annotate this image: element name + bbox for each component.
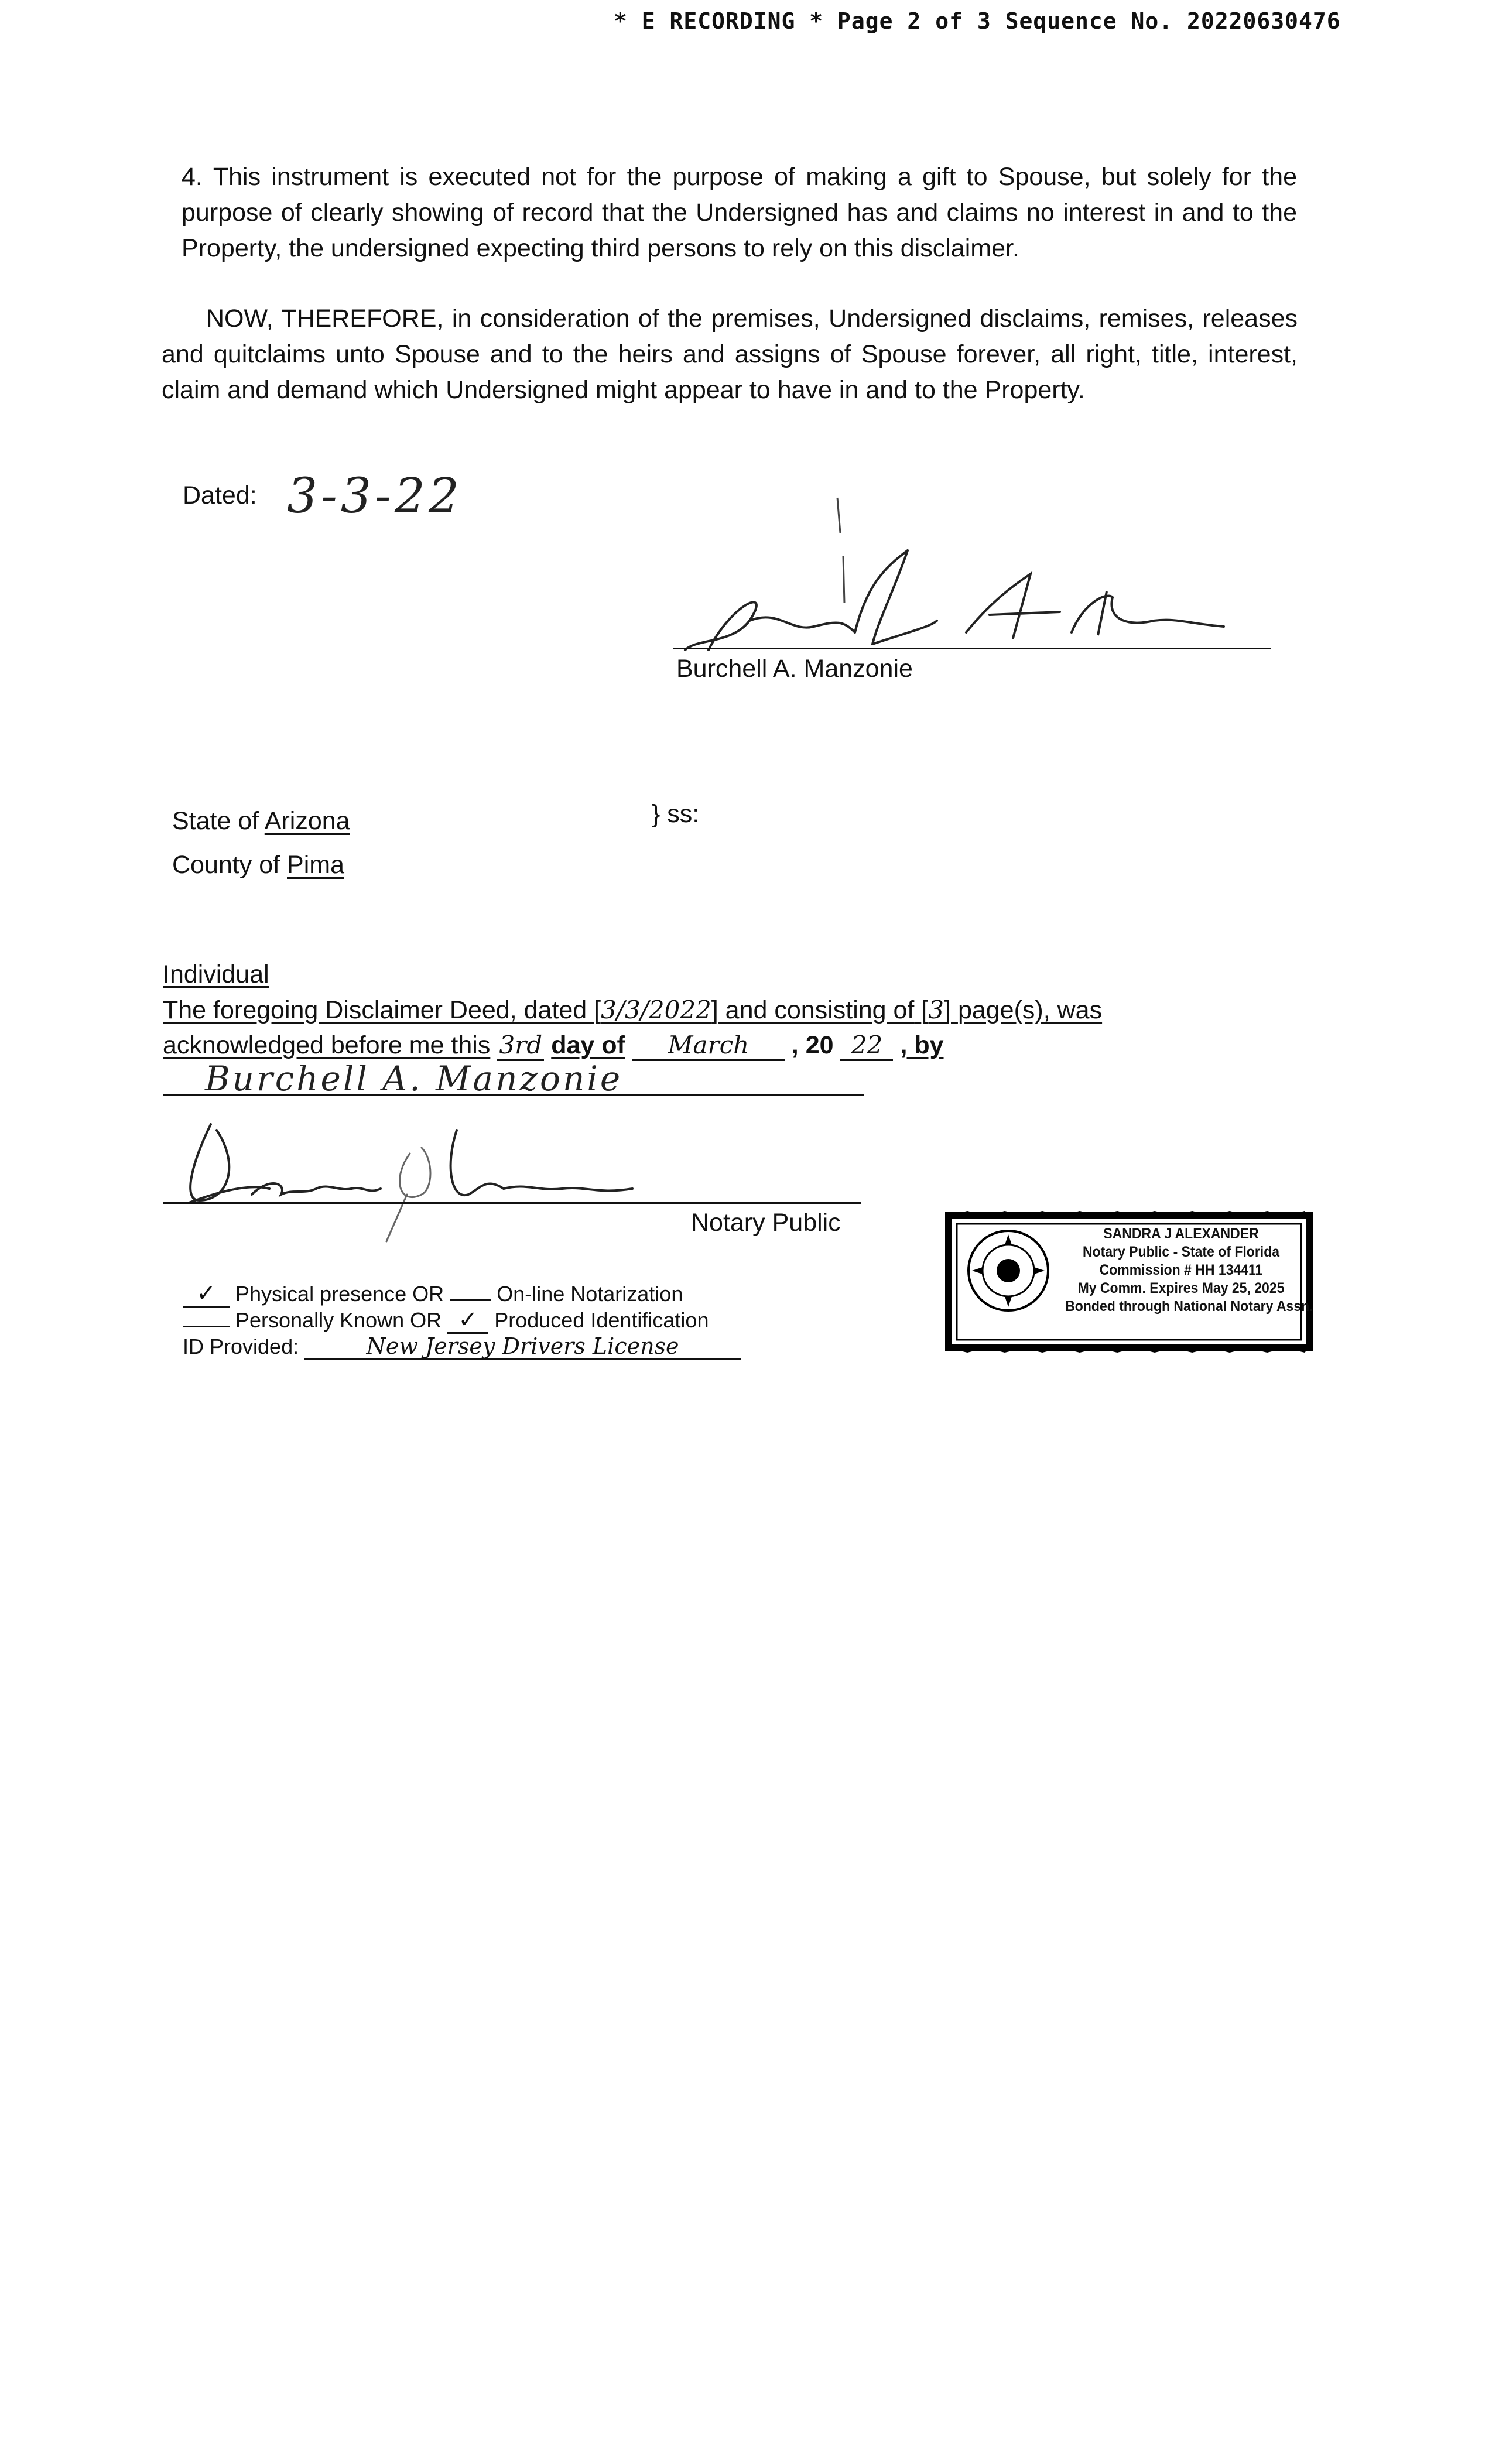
ack1-text-c: page(s), was xyxy=(957,996,1103,1024)
acknowledgment-line-1: The foregoing Disclaimer Deed, dated [3/3/2022] and consisting of [3] page(s), was xyxy=(163,995,1103,1024)
presence-row-2 xyxy=(183,1308,741,1334)
notary-seal-stamp xyxy=(944,1211,1314,1353)
dated-value-handwritten: 3-3-22 xyxy=(287,468,463,524)
signer-name-handwritten: Burchell A. Manzonie xyxy=(205,1059,623,1098)
state-value: Arizona xyxy=(264,807,350,835)
paragraph-4-text: This instrument is executed not for the purpose of making a gift to Spouse, but solely for the purpose of clearly showing of record that the Undersigned has and claims no interest in and to the Property, the undersigned expecting third persons to rely on this disclaimer. xyxy=(182,163,1297,262)
paragraph-4 xyxy=(182,159,1297,266)
seal-line-2: Notary Public - State of Florida xyxy=(1082,1244,1280,1260)
produced-id-checkbox[interactable]: ✓ xyxy=(447,1308,488,1334)
grantor-name: Burchell A. Manzonie xyxy=(676,655,913,683)
ack-year: 22 xyxy=(840,1031,893,1061)
county-prefix: County of xyxy=(172,851,280,879)
ack-deed-date: 3/3/2022 xyxy=(601,995,711,1024)
state-prefix: State of xyxy=(172,807,259,835)
ack1-text-a: The foregoing Disclaimer Deed, dated xyxy=(163,996,587,1024)
notary-signature-line xyxy=(163,1202,861,1204)
seal-line-4: My Comm. Expires May 25, 2025 xyxy=(1077,1280,1285,1296)
signer-name-line xyxy=(163,1094,864,1096)
notary-public-label: Notary Public xyxy=(691,1209,841,1237)
seal-text xyxy=(1065,1225,1313,1316)
paragraph-now-therefore: NOW, THEREFORE, in consideration of the premises, Undersigned disclaims, remises, releases and quitclaims unto Spouse and to the heirs and assigns of Spouse forever, all right, title, interest, claim and demand which Undersigned might appear to have in and to the Property. xyxy=(162,304,1298,404)
acknowledgment-line-2 xyxy=(163,1031,944,1061)
ack2-text-c: , 20 xyxy=(791,1031,834,1059)
physical-presence-label: Physical presence OR xyxy=(235,1282,444,1306)
grantor-signature-line xyxy=(673,648,1271,649)
notary-signature xyxy=(176,1107,656,1247)
acknowledgment-heading: Individual xyxy=(163,960,269,988)
seal-line-5: Bonded through National Notary Assn. xyxy=(1065,1298,1313,1315)
physical-presence-checkbox[interactable]: ✓ xyxy=(183,1281,230,1308)
venue-county xyxy=(172,851,344,879)
seal-name: SANDRA J ALEXANDER xyxy=(1103,1226,1259,1242)
ack1-text-b: and consisting of xyxy=(725,996,915,1024)
online-notarization-label: On-line Notarization xyxy=(497,1282,683,1306)
county-value: Pima xyxy=(287,851,344,879)
ack2-text-d: , by xyxy=(900,1031,944,1059)
ack-day: 3rd xyxy=(497,1031,544,1061)
recording-header: * E RECORDING * Page 2 of 3 Sequence No. 20220630476 xyxy=(614,8,1341,34)
produced-id-label: Produced Identification xyxy=(494,1308,709,1332)
grantor-signature xyxy=(662,486,1294,656)
presence-row-3 xyxy=(183,1334,741,1360)
ack-month: March xyxy=(632,1031,785,1061)
personally-known-label: Personally Known OR xyxy=(235,1308,442,1332)
dated-label: Dated: xyxy=(183,481,257,509)
personally-known-checkbox[interactable] xyxy=(183,1326,230,1327)
venue-ss: } ss: xyxy=(652,800,700,828)
ack-page-count: 3 xyxy=(928,995,944,1024)
venue-state xyxy=(172,807,350,836)
paragraph-number: 4. xyxy=(182,163,203,191)
presence-row-1 xyxy=(183,1281,741,1308)
id-provided-label: ID Provided: xyxy=(183,1334,299,1358)
online-notarization-checkbox[interactable] xyxy=(450,1299,491,1301)
id-provided-value: New Jersey Drivers License xyxy=(304,1334,741,1360)
ack2-text-a: acknowledged before me this xyxy=(163,1031,491,1059)
seal-line-3: Commission # HH 134411 xyxy=(1099,1262,1263,1278)
presence-block xyxy=(183,1281,741,1360)
ack2-text-b: day of xyxy=(551,1031,625,1059)
